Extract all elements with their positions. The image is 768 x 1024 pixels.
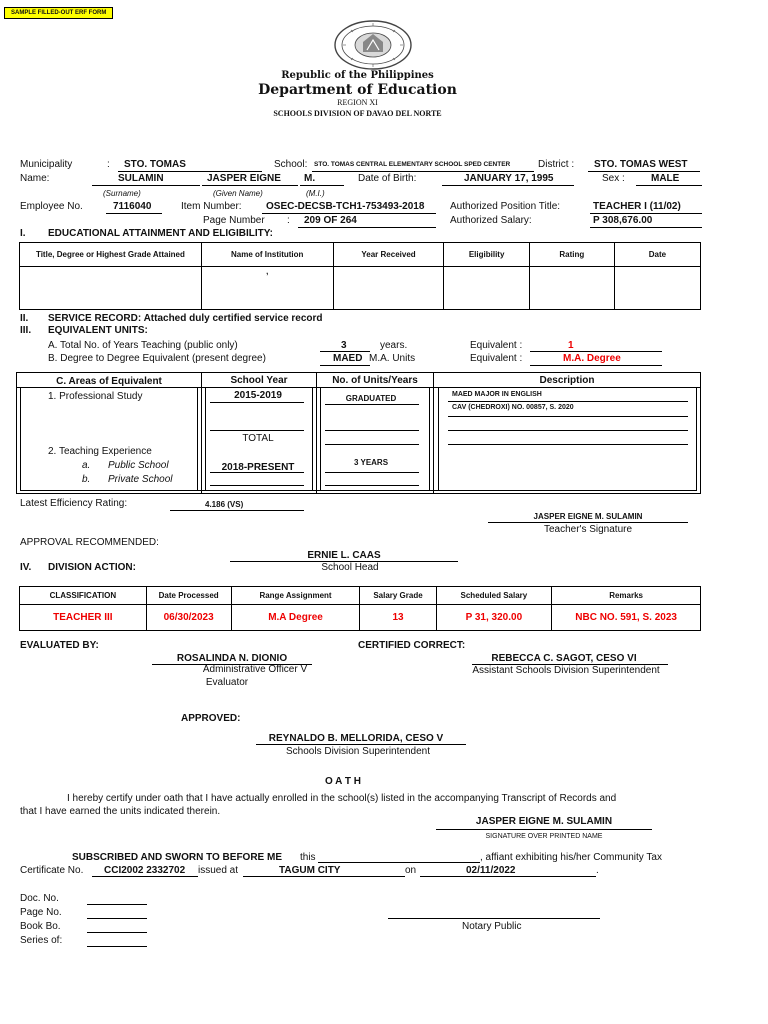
desc-line-2 (448, 416, 688, 417)
professional-year: 2015-2019 (234, 390, 282, 401)
sds-title: Schools Division Superintendent (286, 746, 430, 757)
efficiency-value: 4.186 (VS) (205, 500, 244, 509)
employee-value: 7116040 (113, 201, 152, 212)
remarks-value: NBC NO. 591, S. 2023 (552, 605, 701, 631)
professional-units: GRADUATED (345, 394, 397, 403)
oath-signature-caption: SIGNATURE OVER PRINTED NAME (485, 833, 603, 840)
professional-study-label: 1. Professional Study (48, 391, 143, 402)
oath-title: O A T H (325, 776, 361, 787)
desc-line-1 (448, 401, 688, 402)
position-value: TEACHER I (11/02) (593, 201, 681, 212)
degree-equiv-label: B. Degree to Degree Equivalent (present degree) (48, 353, 266, 364)
employee-line (106, 213, 162, 214)
section-2-number: II. (20, 313, 29, 324)
given-name-value: JASPER EIGNE (207, 173, 281, 184)
efficiency-label: Latest Efficiency Rating: (20, 498, 128, 509)
item-b: b. (82, 474, 91, 485)
years-teaching-value: 3 (341, 340, 347, 351)
eligibility-cell (444, 267, 529, 310)
date-processed-header: Date Processed (146, 587, 231, 605)
years-line (320, 351, 370, 352)
school-value: STO. TOMAS CENTRAL ELEMENTARY SCHOOL SPED CENTER (314, 161, 511, 168)
col-rating-header: Rating (529, 243, 614, 267)
description-header: Description (539, 375, 595, 386)
given-caption: (Given Name) (213, 189, 263, 198)
asds-name: REBECCA C. SAGOT, CESO VI (491, 653, 637, 664)
stray-mark: , (266, 267, 269, 276)
education-table (19, 242, 701, 310)
remarks-header: Remarks (552, 587, 701, 605)
section-1-title: EDUCATIONAL ATTAINMENT AND ELIGIBILITY: (48, 228, 273, 239)
prof-year-line (210, 402, 304, 403)
republic-heading: Republic of the Philippines (281, 70, 434, 81)
cert-value: CCI2002 2332702 (104, 865, 186, 876)
col-year-header: Year Received (333, 243, 444, 267)
description-line-2: CAV (CHEDROXI) NO. 00857, S. 2020 (452, 404, 574, 411)
oath-sig-line (436, 829, 652, 830)
division-action-table (19, 586, 701, 631)
municipality-line (118, 171, 262, 172)
sworn-this: this (300, 852, 316, 863)
salary-grade-value: 13 (360, 605, 436, 631)
classification-value: TEACHER III (20, 605, 147, 631)
sworn-this-line (318, 862, 480, 863)
approval-recommended-label: APPROVAL RECOMMENDED: (20, 537, 159, 548)
book-no-line (87, 932, 147, 933)
equiv-a-line (530, 351, 662, 352)
teacher-sig-line (488, 522, 688, 523)
deped-seal-logo (333, 20, 413, 70)
salary-grade-header: Salary Grade (360, 587, 436, 605)
notary-line (388, 918, 600, 919)
sex-value: MALE (651, 173, 680, 184)
sworn-affiant: , affiant exhibiting his/her Community Tax (480, 852, 662, 863)
school-year-header: School Year (230, 375, 288, 386)
colon: : (287, 215, 290, 226)
date-cell (614, 267, 700, 310)
school-label: School: (274, 159, 308, 170)
degree-cell (20, 267, 202, 310)
sex-label: Sex : (602, 173, 625, 184)
col-institution-header: Name of Institution (201, 243, 333, 267)
item-line (262, 213, 436, 214)
teacher-signature-name: JASPER EIGNE M. SULAMIN (533, 512, 643, 521)
range-assignment-value: M.A Degree (231, 605, 360, 631)
institution-cell (201, 267, 333, 310)
section-3-number: III. (20, 325, 32, 336)
section-3-title: EQUIVALENT UNITS: (48, 325, 148, 336)
oath-signature-name: JASPER EIGNE M. SULAMIN (475, 816, 613, 827)
book-no-label: Book Bo. (20, 921, 61, 932)
dob-label: Date of Birth: (358, 173, 417, 184)
sds-line (256, 744, 466, 745)
date-processed-value: 06/30/2023 (146, 605, 231, 631)
page-no-label: Page No. (20, 907, 62, 918)
oath-line-1: I hereby certify under oath that I have actually enrolled in the school(s) listed in the accompanying Transcript of Records and (67, 793, 617, 804)
mi-value: M. (304, 173, 316, 184)
range-assignment-header: Range Assignment (231, 587, 360, 605)
total-label: TOTAL (242, 433, 274, 444)
equivalent-b-label: Equivalent : (470, 353, 523, 364)
division-heading: SCHOOLS DIVISION OF DAVAO DEL NORTE (273, 109, 442, 118)
item-label: Item Number: (181, 201, 242, 212)
given-name-line (202, 185, 298, 186)
mi-caption: (M.I.) (306, 189, 325, 198)
sds-name: REYNALDO B. MELLORIDA, CESO V (268, 733, 444, 744)
doc-no-label: Doc. No. (20, 893, 59, 904)
district-value: STO. TOMAS WEST (594, 159, 688, 170)
teacher-signature-caption: Teacher's Signature (543, 524, 633, 535)
mi-line (300, 185, 344, 186)
cert-line (92, 876, 198, 877)
teach-year-line (210, 472, 304, 473)
teach-year-line-2 (210, 485, 304, 486)
region-heading: REGION XI (337, 98, 378, 107)
school-head-name: ERNIE L. CAAS (307, 550, 381, 561)
teaching-experience-label: 2. Teaching Experience (48, 446, 152, 457)
total-line (210, 430, 304, 431)
col-degree-header: Title, Degree or Highest Grade Attained (20, 243, 202, 267)
surname-value: SULAMIN (118, 173, 164, 184)
date-value: 02/11/2022 (466, 865, 516, 876)
item-a: a. (82, 460, 91, 471)
evaluated-by-label: EVALUATED BY: (20, 640, 99, 651)
on-label: on (405, 865, 417, 876)
series-line (87, 946, 147, 947)
evaluator-name: ROSALINDA N. DIONIO (176, 653, 288, 664)
years-unit: years. (380, 340, 408, 351)
sex-line (636, 185, 702, 186)
private-school-label: Private School (108, 474, 173, 485)
section-4-number: IV. (20, 562, 32, 573)
teach-units-line-2 (325, 485, 419, 486)
areas-header: C. Areas of Equivalent (56, 376, 162, 387)
item-value: OSEC-DECSB-TCH1-753493-2018 (266, 201, 425, 212)
evaluator-role: Evaluator (205, 677, 249, 688)
years-teaching-label: A. Total No. of Years Teaching (public only) (48, 340, 238, 351)
degree-line (320, 365, 370, 366)
teaching-units: 3 YEARS (353, 458, 389, 467)
prof-units-line (325, 404, 419, 405)
classification-header: CLASSIFICATION (20, 587, 147, 605)
col-eligibility-header: Eligibility (444, 243, 529, 267)
place-value: TAGUM CITY (279, 865, 341, 876)
series-label: Series of: (20, 935, 63, 946)
degree-unit: M.A. Units (369, 353, 416, 364)
salary-label: Authorized Salary: (450, 215, 532, 226)
rating-cell (529, 267, 614, 310)
col-date-header: Date (614, 243, 700, 267)
period: . (596, 865, 599, 876)
position-line (590, 213, 702, 214)
units-line-2 (325, 430, 419, 431)
name-label: Name: (20, 173, 50, 184)
employee-label: Employee No. (20, 201, 83, 212)
district-line (588, 171, 700, 172)
dob-value: JANUARY 17, 1995 (464, 173, 554, 184)
municipality-value: STO. TOMAS (124, 159, 186, 170)
salary-line (590, 227, 702, 228)
issued-label: issued at (198, 865, 239, 876)
oath-line-2: that I have earned the units indicated therein. (20, 806, 221, 817)
position-label: Authorized Position Title: (450, 201, 561, 212)
units-header: No. of Units/Years (332, 375, 418, 386)
section-2-text: SERVICE RECORD: Attached duly certified service record (48, 313, 323, 324)
surname-line (92, 185, 200, 186)
district-label: District : (538, 159, 575, 170)
dob-line (442, 185, 574, 186)
cert-label: Certificate No. (20, 865, 84, 876)
year-cell (333, 267, 444, 310)
salary-value: P 308,676.00 (593, 215, 653, 226)
page-no-line (87, 918, 147, 919)
certified-correct-label: CERTIFIED CORRECT: (358, 640, 466, 651)
teach-units-line (325, 472, 419, 473)
units-line-3 (325, 444, 419, 445)
equivalent-a-label: Equivalent : (470, 340, 523, 351)
section-1-number: I. (20, 228, 26, 239)
doc-no-line (87, 904, 147, 905)
scheduled-salary-value: P 31, 320.00 (436, 605, 552, 631)
school-head-caption: School Head (321, 562, 379, 573)
date-line (420, 876, 596, 877)
efficiency-line (170, 510, 304, 511)
school-line (312, 171, 534, 172)
sworn-lead: SUBSCRIBED AND SWORN TO BEFORE ME (72, 852, 283, 863)
section-4-title: DIVISION ACTION: (48, 562, 136, 573)
colon: : (107, 159, 110, 170)
department-heading: Department of Education (258, 82, 457, 98)
evaluator-title: Administrative Officer V (202, 664, 308, 675)
equivalent-b-value: M.A. Degree (563, 353, 621, 364)
sample-label: SAMPLE FILLED-OUT ERF FORM (4, 7, 113, 19)
degree-value: MAED (333, 353, 363, 364)
asds-title: Assistant Schools Division Superintendent (472, 665, 660, 676)
municipality-label: Municipality (20, 159, 73, 170)
surname-caption: (Surname) (103, 189, 141, 198)
public-school-label: Public School (108, 460, 169, 471)
description-line-1: MAED MAJOR IN ENGLISH (452, 391, 542, 398)
page-label: Page Number (203, 215, 265, 226)
notary-public-label: Notary Public (462, 921, 522, 932)
equiv-b-line (530, 365, 662, 366)
approved-label: APPROVED: (181, 713, 241, 724)
desc-line-4 (448, 444, 688, 445)
page-line (298, 227, 436, 228)
teaching-year: 2018-PRESENT (221, 462, 295, 473)
scheduled-salary-header: Scheduled Salary (436, 587, 552, 605)
equivalent-a-value: 1 (568, 340, 574, 351)
desc-line-3 (448, 430, 688, 431)
page-value: 209 OF 264 (304, 215, 357, 226)
place-line (243, 876, 405, 877)
